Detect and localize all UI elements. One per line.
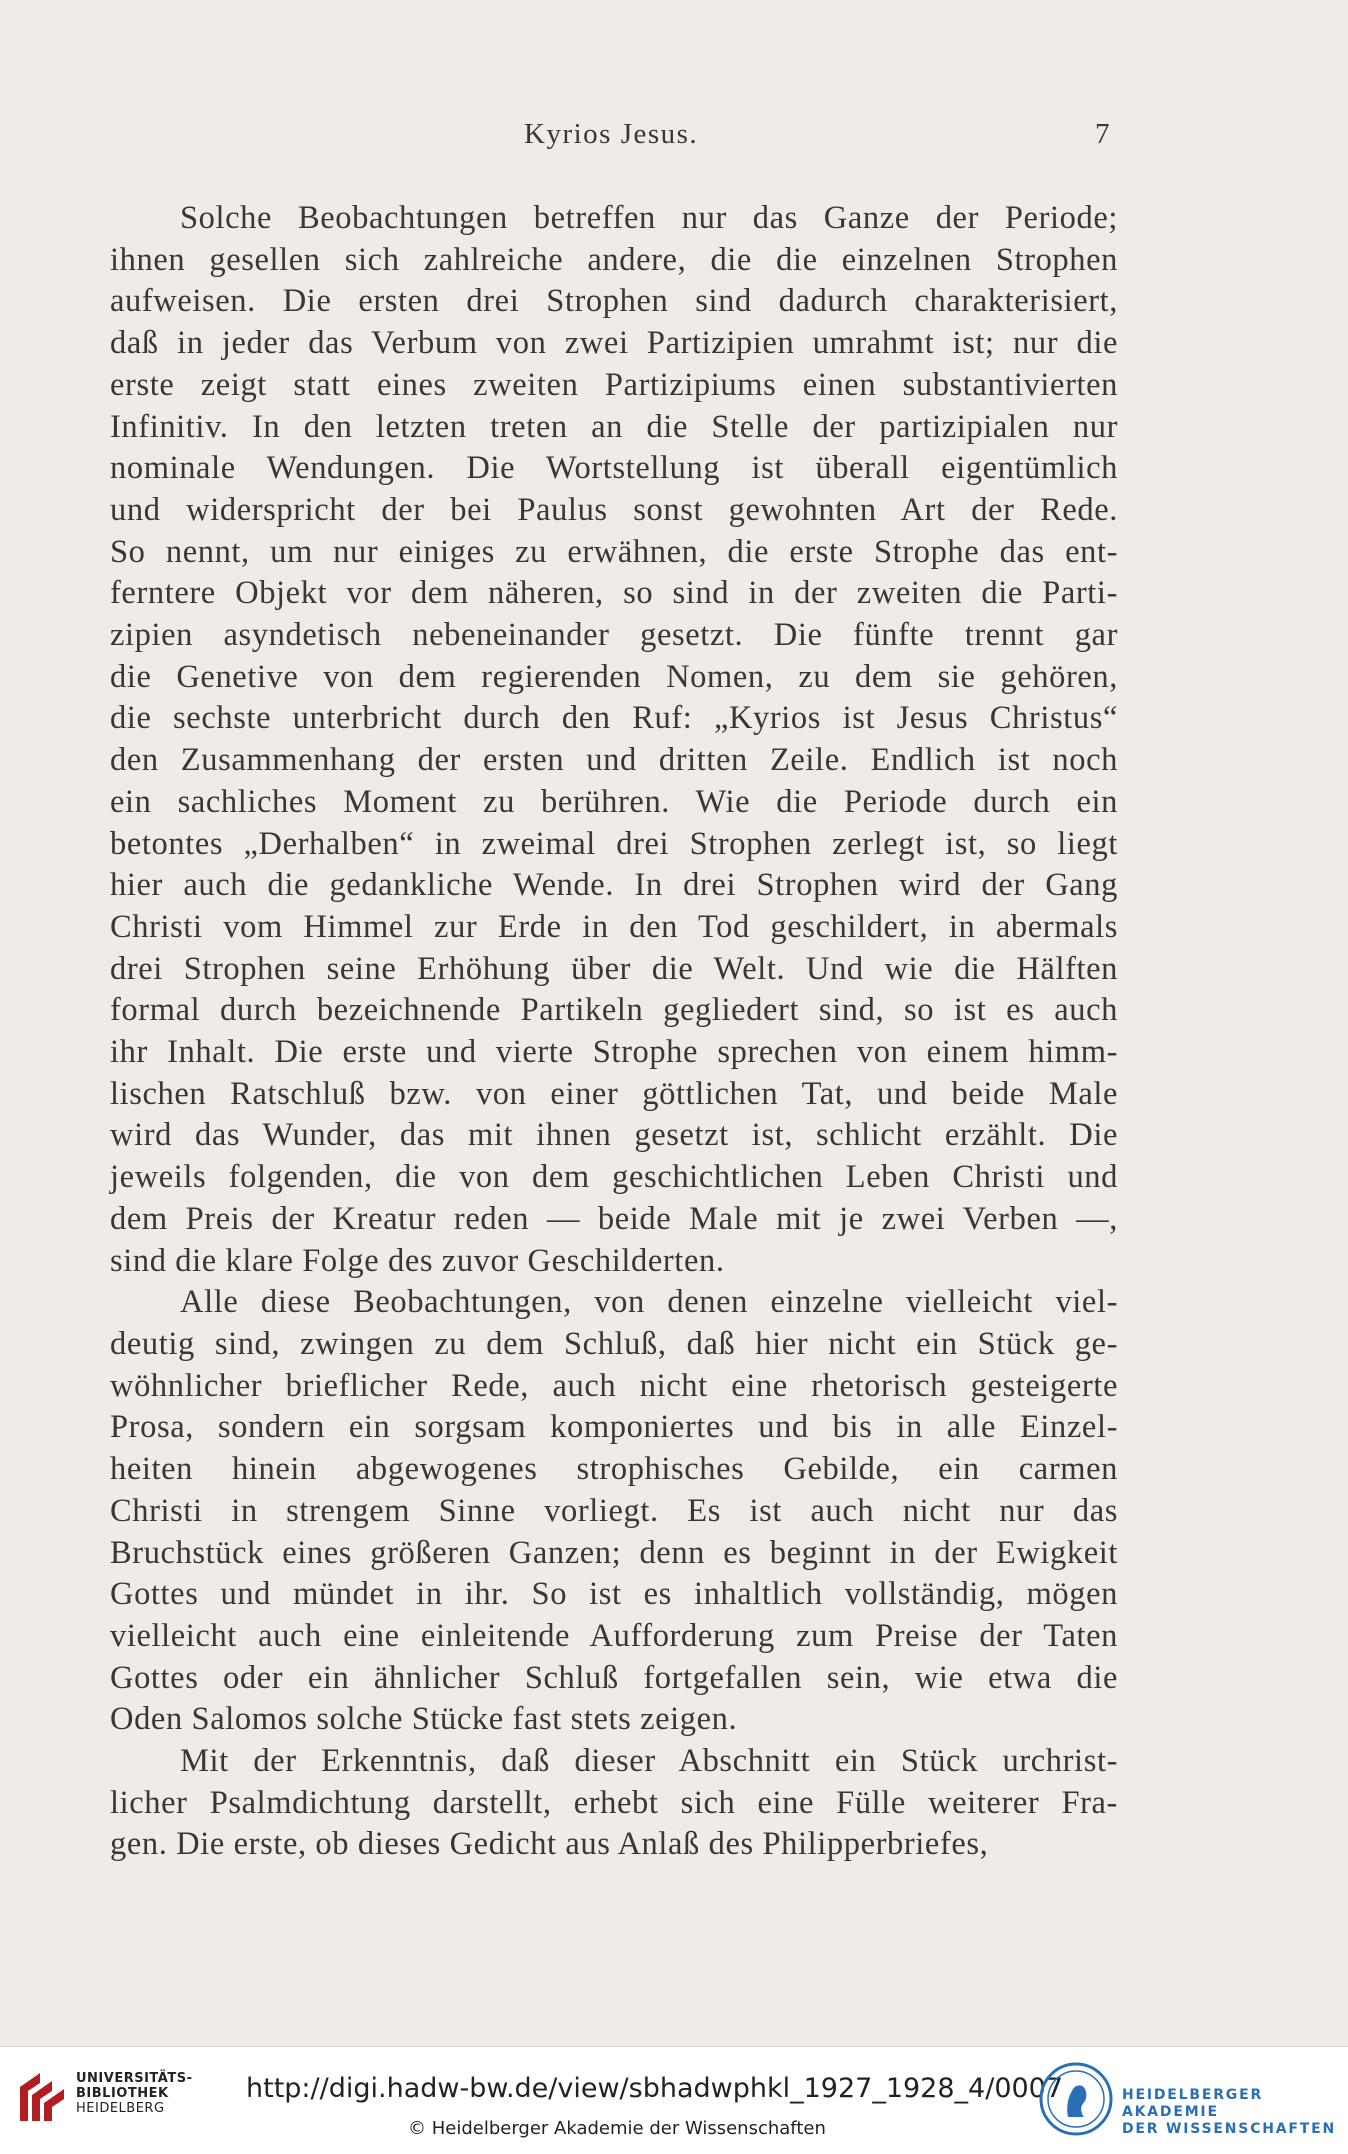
text-line: Solche Beobachtungen betreffen nur das Ganze der Periode; [180,200,1118,236]
text-line: Gottes und mündet in ihr. So ist es inhaltlich vollständig, mögen [110,1576,1118,1613]
text-line: Bruchstück eines größeren Ganzen; denn es beginnt in der Ewigkeit [110,1534,1118,1571]
paragraph [110,1282,1118,1741]
text-line: gen. Die erste, ob dieses Gedicht aus Anlaß des Philipperbriefes, [110,1826,989,1863]
university-library-name [76,2071,192,2116]
text-line: erste zeigt statt eines zweiten Partizipiums einen substantivierten [110,366,1118,403]
body-text [110,198,1118,1866]
paragraph [110,198,1118,1282]
text-line: So nennt, um nur einiges zu erwähnen, die erste Strophe das ent- [110,533,1118,570]
text-line: drei Strophen seine Erhöhung über die Welt. Und wie die Hälften [110,950,1118,987]
text-line: Gottes oder ein ähnlicher Schluß fortgefallen sein, wie etwa die [110,1659,1118,1696]
page-number: 7 [1095,118,1111,150]
running-head [0,118,1348,158]
text-line: aufweisen. Die ersten drei Strophen sind dadurch charakterisiert, [110,283,1118,320]
text-line: ein sachliches Moment zu berühren. Wie die Periode durch ein [110,783,1118,820]
text-line: dem Preis der Kreatur reden — beide Male mit je zwei Verben —, [110,1200,1118,1237]
university-library-logo-icon [16,2069,68,2125]
text-line: hier auch die gedankliche Wende. In drei Strophen wird der Gang [110,867,1118,904]
text-line: deutig sind, zwingen zu dem Schluß, daß hier nicht ein Stück ge- [110,1325,1118,1362]
text-line: ihr Inhalt. Die erste und vierte Strophe sprechen von einem himm- [110,1034,1118,1071]
academy-name-line: HEIDELBERGER AKADEMIE [1122,2087,1264,2120]
running-title: Kyrios Jesus. [524,118,699,150]
text-line: sind die klare Folge des zuvor Geschilderten. [110,1242,725,1279]
paragraph [110,1741,1118,1866]
text-line: wöhnlicher brieflicher Rede, auch nicht eine rhetorisch gesteigerte [110,1367,1118,1404]
text-line: Oden Salomos solche Stücke fast stets zeigen. [110,1701,738,1738]
text-line: die Genetive von dem regierenden Nomen, zu dem sie gehören, [110,658,1118,695]
permalink-url[interactable]: http://digi.hadw-bw.de/view/sbhadwphkl_1927_1928_4/0007 [246,2073,1064,2104]
text-line: lischen Ratschluß bzw. von einer göttlichen Tat, und beide Male [110,1075,1118,1112]
text-line: nominale Wendungen. Die Wortstellung ist überall eigentümlich [110,450,1118,487]
academy-name-line: DER WISSENSCHAFTEN [1122,2121,1337,2137]
text-line: daß in jeder das Verbum von zwei Partizipien umrahmt ist; nur die [110,325,1118,362]
text-line: betontes „Derhalben“ in zweimal drei Strophen zerlegt ist, so liegt [110,825,1118,862]
academy-seal-icon [1038,2061,1114,2137]
text-line: vielleicht auch eine einleitende Aufforderung zum Preise der Taten [110,1617,1118,1654]
text-line: jeweils folgenden, die von dem geschichtlichen Leben Christi und [110,1159,1118,1196]
text-line: und widerspricht der bei Paulus sonst gewohnten Art der Rede. [110,491,1118,528]
text-line: den Zusammenhang der ersten und dritten Zeile. Endlich ist noch [110,742,1118,779]
text-line: Alle diese Beobachtungen, von denen einzelne vielleicht viel- [180,1284,1118,1321]
text-line: wird das Wunder, das mit ihnen gesetzt ist, schlicht erzählt. Die [110,1117,1118,1154]
academy-name [1122,2087,1348,2138]
text-line: Christi vom Himmel zur Erde in den Tod geschildert, in abermals [110,908,1118,945]
text-line: licher Psalmdichtung darstellt, erhebt sich eine Fülle weiterer Fra- [110,1784,1118,1821]
text-line: Christi in strengem Sinne vorliegt. Es ist auch nicht nur das [110,1492,1118,1529]
text-line: heiten hinein abgewogenes strophisches Gebilde, ein carmen [110,1451,1118,1488]
text-line: Infinitiv. In den letzten treten an die Stelle der partizipialen nur [110,408,1118,445]
library-name-line: HEIDELBERG [76,2101,165,2116]
viewer-footer [0,2046,1348,2154]
text-line: zipien asyndetisch nebeneinander gesetzt. Die fünfte trennt gar [110,617,1118,654]
text-line: formal durch bezeichnende Partikeln gegliedert sind, so ist es auch [110,992,1118,1029]
text-line: Prosa, sondern ein sorgsam komponiertes und bis in alle Einzel- [110,1409,1118,1446]
text-line: die sechste unterbricht durch den Ruf: „Kyrios ist Jesus Christus“ [110,700,1118,737]
library-name-line: UNIVERSITÄTS- [76,2071,193,2086]
text-line: ihnen gesellen sich zahlreiche andere, die die einzelnen Strophen [110,241,1118,278]
text-line: Mit der Erkenntnis, daß dieser Abschnitt ein Stück urchrist- [180,1743,1118,1780]
library-name-line: BIBLIOTHEK [76,2086,169,2101]
text-line: ferntere Objekt vor dem näheren, so sind in der zweiten die Parti- [110,575,1118,612]
copyright-notice: © Heidelberger Akademie der Wissenschaften [408,2118,826,2139]
